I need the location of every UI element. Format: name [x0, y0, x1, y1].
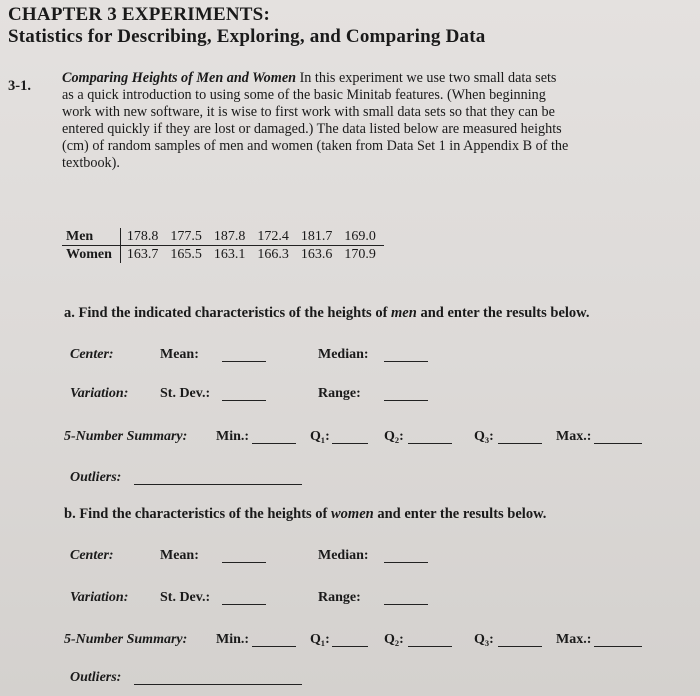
table-cell: 181.7 — [297, 228, 341, 246]
outliers-label-b: Outliers: — [70, 670, 122, 685]
q2-label: Q₂: — [384, 429, 404, 444]
stdev-answer-blank-b[interactable] — [222, 592, 266, 605]
table-cell: 163.7 — [126, 246, 159, 262]
median-answer-blank-b[interactable] — [384, 550, 428, 563]
q3-label: Q₃: — [474, 429, 494, 444]
row-label-men: Men — [62, 228, 120, 246]
q1-answer-blank-b[interactable] — [332, 634, 368, 647]
q1-label: Q₁: — [310, 429, 330, 444]
part-a-heading: a. Find the indicated characteristics of the heights of men and enter the results below. — [64, 305, 590, 321]
table-cell: 187.8 — [210, 228, 254, 246]
max-label: Max.: — [556, 429, 592, 444]
range-label-b: Range: — [318, 590, 361, 605]
max-answer-blank-b[interactable] — [594, 634, 642, 647]
paragraph-line-5: (cm) of random samples of men and women (taken from Data Set 1 in Appendix B of the — [62, 137, 569, 154]
problem-paragraph — [62, 70, 682, 171]
chapter-heading: CHAPTER 3 EXPERIMENTS: — [8, 4, 270, 25]
mean-answer-blank[interactable] — [222, 349, 266, 362]
row-label-women: Women — [62, 246, 120, 264]
paragraph-line-1: Comparing Heights of Men and Women In this experiment we use two small data sets — [62, 70, 557, 86]
min-label-b: Min.: — [216, 632, 250, 647]
q3-answer-blank-b[interactable] — [498, 634, 542, 647]
heights-table — [62, 228, 384, 263]
paragraph-line-2: as a quick introduction to using some of the basic Minitab features. (When beginning — [62, 86, 546, 103]
min-answer-blank[interactable] — [252, 431, 296, 444]
outliers-answer-blank[interactable] — [134, 472, 302, 485]
stdev-label-b: St. Dev.: — [160, 590, 211, 605]
table-row-men — [62, 228, 384, 246]
q1-label-b: Q₁: — [310, 632, 330, 647]
outliers-answer-blank-b[interactable] — [134, 672, 302, 685]
table-cell: 165.5 — [170, 246, 202, 262]
mean-label: Mean: — [160, 347, 199, 362]
variation-label: Variation: — [70, 386, 129, 401]
q2-answer-blank[interactable] — [408, 431, 452, 444]
variation-label-b: Variation: — [70, 590, 129, 605]
min-label: Min.: — [216, 429, 250, 444]
q3-answer-blank[interactable] — [498, 431, 542, 444]
problem-title: Comparing Heights of Men and Women — [62, 70, 297, 86]
paragraph-line-6: textbook). — [62, 154, 120, 171]
outliers-label: Outliers: — [70, 470, 122, 485]
q2-answer-blank-b[interactable] — [408, 634, 452, 647]
section-subtitle: Statistics for Describing, Exploring, and Comparing Data — [8, 26, 486, 47]
table-cell: 177.5 — [166, 228, 210, 246]
five-number-summary-label: 5-Number Summary: — [64, 429, 188, 444]
max-answer-blank[interactable] — [594, 431, 642, 444]
stdev-label: St. Dev.: — [160, 386, 211, 401]
center-label-b: Center: — [70, 548, 114, 563]
table-cell: 166.3 — [257, 246, 289, 262]
mean-label-b: Mean: — [160, 548, 199, 563]
paragraph-line-3: work with new software, it is wise to first work with small data sets so that they can be — [62, 103, 555, 120]
max-label-b: Max.: — [556, 632, 592, 647]
median-answer-blank[interactable] — [384, 349, 428, 362]
five-number-summary-label-b: 5-Number Summary: — [64, 632, 188, 647]
range-answer-blank[interactable] — [384, 388, 428, 401]
table-row-women — [62, 246, 384, 264]
table-cell: 169.0 — [340, 228, 384, 246]
table-cell: 172.4 — [253, 228, 297, 246]
median-label: Median: — [318, 347, 369, 362]
paragraph-line-4: entered quickly if they are lost or damaged.) The data listed below are measured heights — [62, 120, 562, 137]
table-cell: 163.1 — [213, 246, 246, 262]
stdev-answer-blank[interactable] — [222, 388, 266, 401]
table-cell: 178.8 — [120, 228, 166, 246]
center-label: Center: — [70, 347, 114, 362]
q3-label-b: Q₃: — [474, 632, 494, 647]
table-cell: 163.6 — [300, 246, 333, 262]
range-label: Range: — [318, 386, 361, 401]
part-b-heading: b. Find the characteristics of the heights of women and enter the results below. — [64, 506, 547, 522]
min-answer-blank-b[interactable] — [252, 634, 296, 647]
problem-number: 3-1. — [8, 78, 31, 94]
q2-label-b: Q₂: — [384, 632, 404, 647]
mean-answer-blank-b[interactable] — [222, 550, 266, 563]
median-label-b: Median: — [318, 548, 369, 563]
table-cell: 170.9 — [344, 246, 376, 262]
q1-answer-blank[interactable] — [332, 431, 368, 444]
range-answer-blank-b[interactable] — [384, 592, 428, 605]
